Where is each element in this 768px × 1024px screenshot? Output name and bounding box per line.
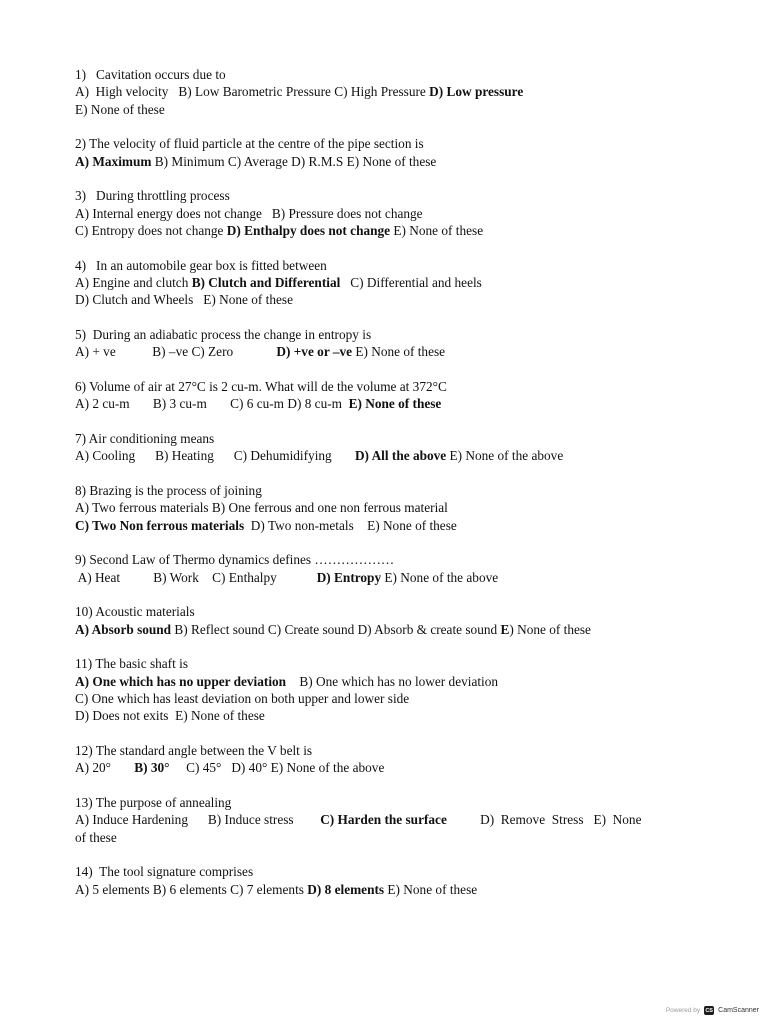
text-segment: A) + ve B) –ve C) Zero — [75, 344, 277, 360]
powered-by-label: Powered by — [665, 1007, 701, 1014]
answer-options-line — [75, 205, 700, 222]
question-text — [75, 863, 700, 880]
text-segment: A) Cooling B) Heating C) Dehumidifying — [75, 448, 355, 464]
answer-options-line — [75, 690, 700, 707]
text-segment: 13) The purpose of annealing — [75, 794, 232, 810]
question-text — [75, 66, 700, 83]
answer-options-line — [75, 811, 700, 828]
text-segment: B) Reflect sound C) Create sound D) Absorb & create sound — [171, 621, 501, 637]
text-segment: A) 20° — [75, 760, 135, 776]
text-segment: A) Internal energy does not change B) Pressure does not change — [75, 205, 423, 221]
text-segment: E) None of these — [75, 101, 165, 117]
question-text — [75, 742, 700, 759]
text-segment: A) Engine and clutch — [75, 275, 192, 291]
text-segment: A) Two ferrous materials B) One ferrous and one non ferrous material — [75, 500, 448, 516]
question-text — [75, 257, 700, 274]
text-segment: B) One which has no lower deviation — [286, 673, 499, 689]
text-segment: D) Two non-metals E) None of these — [244, 517, 457, 533]
correct-answer: B) 30° — [134, 760, 170, 776]
question-11 — [75, 655, 700, 725]
text-segment: E) None of these — [352, 344, 446, 360]
text-segment: A) 5 elements B) 6 elements C) 7 elements — [75, 881, 308, 897]
question-3 — [75, 187, 700, 239]
text-segment: D) Remove Stress E) None — [446, 812, 642, 828]
text-segment: 8) Brazing is the process of joining — [75, 482, 262, 498]
question-14 — [75, 863, 700, 898]
camscanner-brand: CamScanner — [718, 1007, 759, 1014]
text-segment: 2) The velocity of fluid particle at the centre of the pipe section is — [75, 136, 424, 152]
question-text — [75, 430, 700, 447]
answer-options-line — [75, 291, 700, 308]
text-segment: A) High velocity B) Low Barometric Pressure C) High Pressure — [75, 84, 430, 100]
text-segment: C) One which has least deviation on both upper and lower side — [75, 691, 410, 707]
text-segment: B) Minimum C) Average D) R.M.S E) None of these — [151, 153, 437, 169]
question-7 — [75, 430, 700, 465]
correct-answer: A) One which has no upper deviation — [75, 673, 287, 689]
answer-options-line — [75, 499, 700, 516]
answer-options-line — [75, 759, 700, 776]
answer-options-line — [75, 343, 700, 360]
text-segment: A) Heat B) Work C) Enthalpy — [75, 569, 317, 585]
text-segment: A) 2 cu-m B) 3 cu-m C) 6 cu-m D) 8 cu-m — [75, 396, 349, 412]
correct-answer: C) Two Non ferrous materials — [75, 517, 245, 533]
question-text — [75, 482, 700, 499]
text-segment: 4) In an automobile gear box is fitted between — [75, 257, 327, 273]
correct-answer: B) Clutch and Differential — [191, 275, 341, 291]
text-segment: 6) Volume of air at 27°C is 2 cu-m. What will de the volume at 372°C — [75, 379, 447, 395]
question-text — [75, 603, 700, 620]
answer-options-line — [75, 83, 700, 100]
correct-answer: A) Maximum — [75, 153, 152, 169]
answer-options-line — [75, 395, 700, 412]
text-segment: E) None of the above — [381, 569, 499, 585]
text-segment: C) Entropy does not change — [75, 223, 227, 239]
question-text — [75, 794, 700, 811]
answer-options-line — [75, 707, 700, 724]
text-segment: of these — [75, 829, 117, 845]
question-9 — [75, 551, 700, 586]
answer-options-line — [75, 222, 700, 239]
question-sheet — [75, 66, 700, 915]
question-text — [75, 655, 700, 672]
answer-options-line — [75, 673, 700, 690]
correct-answer: A) Absorb sound — [75, 621, 172, 637]
correct-answer: D) All the above — [354, 448, 447, 464]
text-segment: E) None of the above — [446, 448, 564, 464]
answer-options-line — [75, 517, 700, 534]
question-5 — [75, 326, 700, 361]
text-segment: 9) Second Law of Thermo dynamics defines ……………… — [75, 552, 395, 568]
question-text — [75, 187, 700, 204]
question-4 — [75, 257, 700, 309]
question-text — [75, 326, 700, 343]
correct-answer: D) Enthalpy does not change — [226, 223, 391, 239]
text-segment: 14) The tool signature comprises — [75, 864, 254, 880]
question-text — [75, 135, 700, 152]
text-segment: E) None of these — [384, 881, 478, 897]
answer-options-line — [75, 101, 700, 118]
text-segment: D) Does not exits E) None of these — [75, 708, 265, 724]
answer-options-line — [75, 621, 700, 638]
question-text — [75, 551, 700, 568]
correct-answer: D) +ve or –ve — [276, 344, 353, 360]
question-2 — [75, 135, 700, 170]
camscanner-logo-icon: CS — [705, 1007, 713, 1014]
text-segment: C) 45° D) 40° E) None of the above — [169, 760, 385, 776]
text-segment: 12) The standard angle between the V belt is — [75, 743, 313, 758]
question-8 — [75, 482, 700, 534]
camscanner-watermark — [666, 1006, 759, 1015]
correct-answer: D) 8 elements — [307, 881, 385, 897]
answer-options-line — [75, 274, 700, 291]
text-segment: 10) Acoustic materials — [75, 604, 195, 620]
answer-options-line — [75, 829, 700, 846]
text-segment: A) Induce Hardening B) Induce stress — [75, 812, 321, 828]
text-segment: 1) Cavitation occurs due to — [75, 67, 226, 82]
text-segment: E) None of these — [390, 223, 484, 239]
question-1 — [75, 66, 700, 118]
text-segment: 5) During an adiabatic process the change in entropy is — [75, 327, 372, 343]
answer-options-line — [75, 569, 700, 586]
question-12 — [75, 742, 700, 777]
text-segment: 7) Air conditioning means — [75, 430, 215, 446]
correct-answer: D) Entropy — [316, 569, 382, 585]
correct-answer: E — [500, 621, 510, 637]
correct-answer: D) Low pressure — [429, 84, 524, 100]
answer-options-line — [75, 153, 700, 170]
text-segment: C) Differential and heels — [340, 275, 482, 291]
answer-options-line — [75, 881, 700, 898]
correct-answer: E) None of these — [348, 396, 442, 412]
question-6 — [75, 378, 700, 413]
correct-answer: C) Harden the surface — [320, 812, 447, 828]
question-13 — [75, 794, 700, 846]
text-segment: D) Clutch and Wheels E) None of these — [75, 292, 293, 308]
text-segment: ) None of these — [509, 621, 591, 637]
answer-options-line — [75, 447, 700, 464]
question-text — [75, 378, 700, 395]
text-segment: 11) The basic shaft is — [75, 656, 188, 672]
question-10 — [75, 603, 700, 638]
text-segment: 3) During throttling process — [75, 188, 230, 204]
